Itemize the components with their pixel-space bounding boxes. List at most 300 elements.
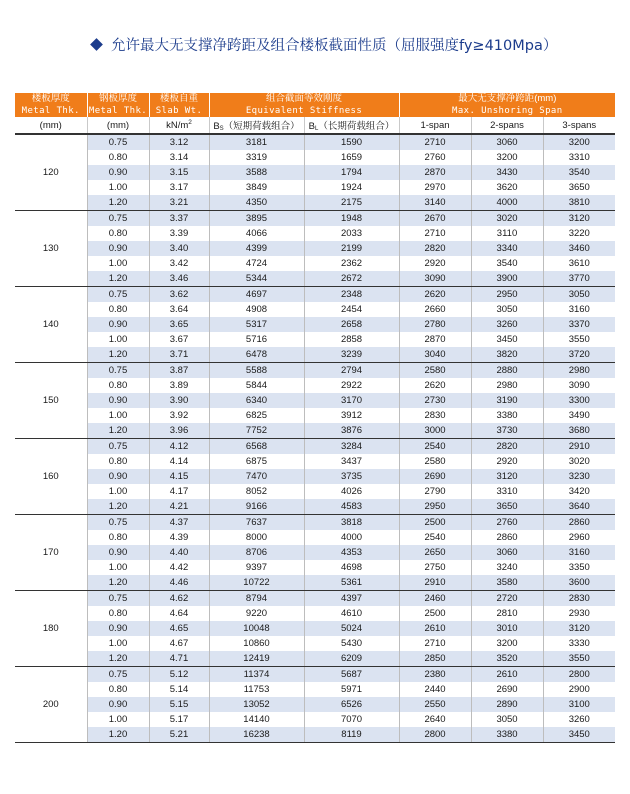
bs-cell: 13052 [209, 697, 304, 712]
slab-wt-cell: 4.65 [149, 621, 209, 636]
bs-cell: 4066 [209, 226, 304, 241]
steel-thk-cell: 1.00 [87, 636, 149, 651]
span2-cell: 3430 [471, 165, 543, 180]
bs-cell: 7637 [209, 515, 304, 531]
table-row [15, 636, 615, 651]
span3-cell: 3200 [543, 134, 615, 150]
unit-knm2-base: kN/m [166, 119, 189, 131]
unit-bs-letter: B [213, 121, 220, 132]
table-row [15, 667, 615, 683]
span1-cell: 2580 [399, 363, 471, 379]
steel-thk-cell: 0.75 [87, 439, 149, 455]
span1-cell: 2620 [399, 287, 471, 303]
span1-cell: 2710 [399, 134, 471, 150]
table-row [15, 302, 615, 317]
bl-cell: 4000 [304, 530, 399, 545]
span3-cell: 3090 [543, 378, 615, 393]
unit-row [15, 117, 615, 134]
span3-cell: 3490 [543, 408, 615, 423]
span2-cell: 3110 [471, 226, 543, 241]
bl-cell: 2362 [304, 256, 399, 271]
unit-bl-text: （长期荷载组合） [318, 121, 395, 132]
bs-cell: 5344 [209, 271, 304, 287]
span3-cell: 2930 [543, 606, 615, 621]
span1-cell: 2830 [399, 408, 471, 423]
bs-cell: 3849 [209, 180, 304, 195]
slab-wt-cell: 3.64 [149, 302, 209, 317]
slab-wt-cell: 4.17 [149, 484, 209, 499]
bs-cell: 9397 [209, 560, 304, 575]
slab-wt-cell: 4.40 [149, 545, 209, 560]
bl-cell: 2033 [304, 226, 399, 241]
bs-cell: 10860 [209, 636, 304, 651]
span1-cell: 2500 [399, 606, 471, 621]
span1-cell: 2820 [399, 241, 471, 256]
bs-cell: 3588 [209, 165, 304, 180]
bl-cell: 3876 [304, 423, 399, 439]
slab-wt-cell: 5.14 [149, 682, 209, 697]
slab-wt-cell: 3.67 [149, 332, 209, 347]
span1-cell: 2660 [399, 302, 471, 317]
span3-cell: 3810 [543, 195, 615, 211]
bs-cell: 8052 [209, 484, 304, 499]
table-row [15, 363, 615, 379]
table-row [15, 241, 615, 256]
span2-cell: 2920 [471, 454, 543, 469]
span2-cell: 2860 [471, 530, 543, 545]
span2-cell: 2760 [471, 515, 543, 531]
unit-3-spans: 3-spans [543, 117, 615, 134]
span3-cell: 3310 [543, 150, 615, 165]
bl-cell: 7070 [304, 712, 399, 727]
unit-bl-sub: L [315, 126, 319, 132]
span3-cell: 3160 [543, 302, 615, 317]
bs-cell: 6825 [209, 408, 304, 423]
span3-cell: 3100 [543, 697, 615, 712]
span2-cell: 3380 [471, 727, 543, 743]
span2-cell: 2720 [471, 591, 543, 607]
bl-cell: 4353 [304, 545, 399, 560]
bl-cell: 5361 [304, 575, 399, 591]
span2-cell: 3580 [471, 575, 543, 591]
steel-thk-cell: 0.90 [87, 241, 149, 256]
span1-cell: 3040 [399, 347, 471, 363]
unit-bs-sub: S [219, 126, 224, 132]
bl-cell: 2175 [304, 195, 399, 211]
table-row [15, 591, 615, 607]
bs-cell: 4908 [209, 302, 304, 317]
bs-cell: 12419 [209, 651, 304, 667]
bl-cell: 6526 [304, 697, 399, 712]
slab-wt-cell: 4.46 [149, 575, 209, 591]
steel-thk-cell: 1.00 [87, 484, 149, 499]
span1-cell: 3000 [399, 423, 471, 439]
steel-thk-cell: 0.90 [87, 469, 149, 484]
slab-wt-cell: 3.40 [149, 241, 209, 256]
span1-cell: 2650 [399, 545, 471, 560]
span2-cell: 3010 [471, 621, 543, 636]
steel-thk-cell: 0.90 [87, 393, 149, 408]
bs-cell: 8706 [209, 545, 304, 560]
table-row [15, 378, 615, 393]
span-table [15, 93, 615, 743]
span2-cell: 3060 [471, 545, 543, 560]
steel-thk-cell: 0.75 [87, 591, 149, 607]
slab-wt-cell: 4.71 [149, 651, 209, 667]
steel-thk-cell: 1.00 [87, 180, 149, 195]
floor-thk-cell: 170 [15, 515, 87, 591]
steel-thk-cell: 0.90 [87, 317, 149, 332]
table-row [15, 712, 615, 727]
slab-wt-cell: 4.67 [149, 636, 209, 651]
span1-cell: 2640 [399, 712, 471, 727]
span3-cell: 3230 [543, 469, 615, 484]
span2-cell: 2610 [471, 667, 543, 683]
slab-wt-cell: 4.39 [149, 530, 209, 545]
steel-thk-cell: 0.90 [87, 165, 149, 180]
table-row [15, 606, 615, 621]
bl-cell: 2199 [304, 241, 399, 256]
header-floor-thk-en: Metal Thk. [15, 105, 87, 117]
slab-wt-cell: 3.12 [149, 134, 209, 150]
span1-cell: 2580 [399, 454, 471, 469]
slab-wt-cell: 3.62 [149, 287, 209, 303]
span3-cell: 2830 [543, 591, 615, 607]
steel-thk-cell: 1.00 [87, 712, 149, 727]
span1-cell: 2540 [399, 439, 471, 455]
bs-cell: 11753 [209, 682, 304, 697]
bl-cell: 4698 [304, 560, 399, 575]
span2-cell: 3450 [471, 332, 543, 347]
slab-wt-cell: 4.12 [149, 439, 209, 455]
bs-cell: 5716 [209, 332, 304, 347]
steel-thk-cell: 1.20 [87, 423, 149, 439]
steel-thk-cell: 0.75 [87, 287, 149, 303]
unit-mm-steel: (mm) [87, 117, 149, 134]
header-slab-wt-en: Slab Wt. [149, 105, 209, 117]
span1-cell: 2380 [399, 667, 471, 683]
table-row [15, 332, 615, 347]
steel-thk-cell: 0.75 [87, 363, 149, 379]
slab-wt-cell: 4.42 [149, 560, 209, 575]
bs-cell: 4399 [209, 241, 304, 256]
bl-cell: 5024 [304, 621, 399, 636]
steel-thk-cell: 0.80 [87, 454, 149, 469]
span1-cell: 2800 [399, 727, 471, 743]
span1-cell: 2710 [399, 636, 471, 651]
span2-cell: 2890 [471, 697, 543, 712]
slab-wt-cell: 4.62 [149, 591, 209, 607]
bs-cell: 3895 [209, 211, 304, 227]
table-row [15, 484, 615, 499]
span1-cell: 2440 [399, 682, 471, 697]
floor-thk-cell: 130 [15, 211, 87, 287]
slab-wt-cell: 4.14 [149, 454, 209, 469]
span2-cell: 3020 [471, 211, 543, 227]
bs-cell: 4724 [209, 256, 304, 271]
bl-cell: 2858 [304, 332, 399, 347]
table-row [15, 469, 615, 484]
bs-cell: 8000 [209, 530, 304, 545]
span3-cell: 3680 [543, 423, 615, 439]
bs-cell: 3181 [209, 134, 304, 150]
span3-cell: 2860 [543, 515, 615, 531]
bl-cell: 5687 [304, 667, 399, 683]
bs-cell: 6340 [209, 393, 304, 408]
bs-cell: 6478 [209, 347, 304, 363]
table-row [15, 499, 615, 515]
bl-cell: 6209 [304, 651, 399, 667]
bl-cell: 8119 [304, 727, 399, 743]
slab-wt-cell: 3.65 [149, 317, 209, 332]
table-row [15, 439, 615, 455]
span1-cell: 2620 [399, 378, 471, 393]
span2-cell: 3310 [471, 484, 543, 499]
slab-wt-cell: 4.37 [149, 515, 209, 531]
header-span-cn: 最大无支撑净跨距(mm) [399, 93, 615, 105]
span3-cell: 3350 [543, 560, 615, 575]
bl-cell: 5971 [304, 682, 399, 697]
bl-cell: 3735 [304, 469, 399, 484]
bs-cell: 5588 [209, 363, 304, 379]
unit-1-span: 1-span [399, 117, 471, 134]
slab-wt-cell: 5.17 [149, 712, 209, 727]
bl-cell: 4397 [304, 591, 399, 607]
span1-cell: 2610 [399, 621, 471, 636]
steel-thk-cell: 1.00 [87, 332, 149, 347]
steel-thk-cell: 0.90 [87, 697, 149, 712]
span3-cell: 3120 [543, 621, 615, 636]
floor-thk-cell: 200 [15, 667, 87, 743]
span3-cell: 3720 [543, 347, 615, 363]
steel-thk-cell: 1.20 [87, 651, 149, 667]
span1-cell: 2760 [399, 150, 471, 165]
header-floor-thk-cn: 楼板厚度 [15, 93, 87, 105]
span1-cell: 2970 [399, 180, 471, 195]
span3-cell: 3600 [543, 575, 615, 591]
header-steel-thk-en: Metal Thk. [88, 106, 148, 116]
steel-thk-cell: 1.00 [87, 256, 149, 271]
table-row [15, 150, 615, 165]
table-row [15, 271, 615, 287]
span2-cell: 3050 [471, 712, 543, 727]
table-row [15, 134, 615, 150]
bs-cell: 9220 [209, 606, 304, 621]
table-row [15, 651, 615, 667]
span3-cell: 2910 [543, 439, 615, 455]
bl-cell: 2658 [304, 317, 399, 332]
span1-cell: 2950 [399, 499, 471, 515]
table-row [15, 727, 615, 743]
steel-thk-cell: 0.75 [87, 515, 149, 531]
span1-cell: 3140 [399, 195, 471, 211]
unit-2-spans: 2-spans [471, 117, 543, 134]
bl-cell: 5430 [304, 636, 399, 651]
steel-thk-cell: 0.80 [87, 606, 149, 621]
bl-cell: 1948 [304, 211, 399, 227]
span2-cell: 4000 [471, 195, 543, 211]
steel-thk-cell: 0.80 [87, 226, 149, 241]
diamond-bullet-icon [90, 38, 103, 51]
unit-bs-text: （短期荷载组合） [223, 121, 300, 132]
span2-cell: 3260 [471, 317, 543, 332]
header-stiffness-cn: 组合截面等效刚度 [209, 93, 399, 105]
floor-thk-cell: 150 [15, 363, 87, 439]
table-row [15, 226, 615, 241]
slab-wt-cell: 3.92 [149, 408, 209, 423]
unit-bl [304, 117, 399, 134]
slab-wt-cell: 3.17 [149, 180, 209, 195]
unit-knm2-exp: 2 [188, 118, 192, 126]
span2-cell: 3730 [471, 423, 543, 439]
span3-cell: 3770 [543, 271, 615, 287]
slab-wt-cell: 3.21 [149, 195, 209, 211]
span1-cell: 2710 [399, 226, 471, 241]
span1-cell: 2460 [399, 591, 471, 607]
span3-cell: 3640 [543, 499, 615, 515]
span3-cell: 3540 [543, 165, 615, 180]
slab-wt-cell: 5.12 [149, 667, 209, 683]
slab-wt-cell: 4.21 [149, 499, 209, 515]
slab-wt-cell: 4.15 [149, 469, 209, 484]
table-row [15, 575, 615, 591]
header-slab-wt-cn: 楼板自重 [149, 93, 209, 105]
header-span-en: Max. Unshoring Span [399, 105, 615, 117]
span2-cell: 3200 [471, 636, 543, 651]
steel-thk-cell: 0.80 [87, 302, 149, 317]
span2-cell: 2880 [471, 363, 543, 379]
table-row [15, 165, 615, 180]
bl-cell: 4026 [304, 484, 399, 499]
slab-wt-cell: 3.90 [149, 393, 209, 408]
span3-cell: 3330 [543, 636, 615, 651]
span3-cell: 3550 [543, 651, 615, 667]
span3-cell: 3020 [543, 454, 615, 469]
table-row [15, 317, 615, 332]
bl-cell: 1794 [304, 165, 399, 180]
steel-thk-cell: 0.80 [87, 682, 149, 697]
bs-cell: 6568 [209, 439, 304, 455]
bs-cell: 5317 [209, 317, 304, 332]
bl-cell: 2794 [304, 363, 399, 379]
table-row [15, 180, 615, 195]
table-row [15, 530, 615, 545]
steel-thk-cell: 1.00 [87, 408, 149, 423]
span1-cell: 2540 [399, 530, 471, 545]
table-row [15, 393, 615, 408]
header-row-en [15, 105, 615, 117]
slab-wt-cell: 3.87 [149, 363, 209, 379]
span1-cell: 2870 [399, 332, 471, 347]
bl-cell: 3170 [304, 393, 399, 408]
span2-cell: 2950 [471, 287, 543, 303]
bl-cell: 1659 [304, 150, 399, 165]
span1-cell: 2730 [399, 393, 471, 408]
steel-thk-cell: 0.80 [87, 378, 149, 393]
slab-wt-cell: 3.15 [149, 165, 209, 180]
span1-cell: 2920 [399, 256, 471, 271]
table-row [15, 256, 615, 271]
span2-cell: 2980 [471, 378, 543, 393]
steel-thk-cell: 1.20 [87, 271, 149, 287]
span2-cell: 3900 [471, 271, 543, 287]
span1-cell: 2500 [399, 515, 471, 531]
span2-cell: 3050 [471, 302, 543, 317]
steel-thk-cell: 1.20 [87, 499, 149, 515]
steel-thk-cell: 1.20 [87, 347, 149, 363]
table-row [15, 423, 615, 439]
slab-wt-cell: 3.37 [149, 211, 209, 227]
bl-cell: 3912 [304, 408, 399, 423]
span3-cell: 3610 [543, 256, 615, 271]
page-title [92, 34, 612, 54]
span3-cell: 3460 [543, 241, 615, 256]
table-row [15, 347, 615, 363]
bl-cell: 2454 [304, 302, 399, 317]
bs-cell: 9166 [209, 499, 304, 515]
bl-cell: 1924 [304, 180, 399, 195]
unit-bs [209, 117, 304, 134]
span2-cell: 3240 [471, 560, 543, 575]
span3-cell: 3370 [543, 317, 615, 332]
floor-thk-cell: 180 [15, 591, 87, 667]
slab-wt-cell: 4.64 [149, 606, 209, 621]
table-row [15, 287, 615, 303]
bl-cell: 3818 [304, 515, 399, 531]
span2-cell: 3120 [471, 469, 543, 484]
span2-cell: 3060 [471, 134, 543, 150]
bs-cell: 11374 [209, 667, 304, 683]
steel-thk-cell: 0.90 [87, 545, 149, 560]
span3-cell: 3260 [543, 712, 615, 727]
span1-cell: 3090 [399, 271, 471, 287]
slab-wt-cell: 3.46 [149, 271, 209, 287]
header-row-cn [15, 93, 615, 105]
bl-cell: 3437 [304, 454, 399, 469]
span1-cell: 2790 [399, 484, 471, 499]
unit-bl-letter: B [308, 121, 315, 132]
span3-cell: 2800 [543, 667, 615, 683]
bs-cell: 8794 [209, 591, 304, 607]
span2-cell: 3540 [471, 256, 543, 271]
span3-cell: 3120 [543, 211, 615, 227]
steel-thk-cell: 1.20 [87, 195, 149, 211]
slab-wt-cell: 3.96 [149, 423, 209, 439]
page-title-text: 允许最大无支撑净跨距及组合楼板截面性质（屈服强度fy≥410Mpa） [111, 37, 558, 54]
span1-cell: 2850 [399, 651, 471, 667]
table-row [15, 454, 615, 469]
span1-cell: 2670 [399, 211, 471, 227]
bs-cell: 14140 [209, 712, 304, 727]
steel-thk-cell: 0.80 [87, 530, 149, 545]
floor-thk-cell: 160 [15, 439, 87, 515]
steel-thk-cell: 0.75 [87, 667, 149, 683]
span3-cell: 3160 [543, 545, 615, 560]
table-row [15, 408, 615, 423]
span3-cell: 2980 [543, 363, 615, 379]
bl-cell: 1590 [304, 134, 399, 150]
span2-cell: 3340 [471, 241, 543, 256]
span2-cell: 3190 [471, 393, 543, 408]
bl-cell: 3239 [304, 347, 399, 363]
span2-cell: 2690 [471, 682, 543, 697]
span1-cell: 2550 [399, 697, 471, 712]
floor-thk-cell: 140 [15, 287, 87, 363]
unit-mm-floor: (mm) [15, 117, 87, 134]
table-row [15, 545, 615, 560]
span2-cell: 3650 [471, 499, 543, 515]
slab-wt-cell: 3.71 [149, 347, 209, 363]
